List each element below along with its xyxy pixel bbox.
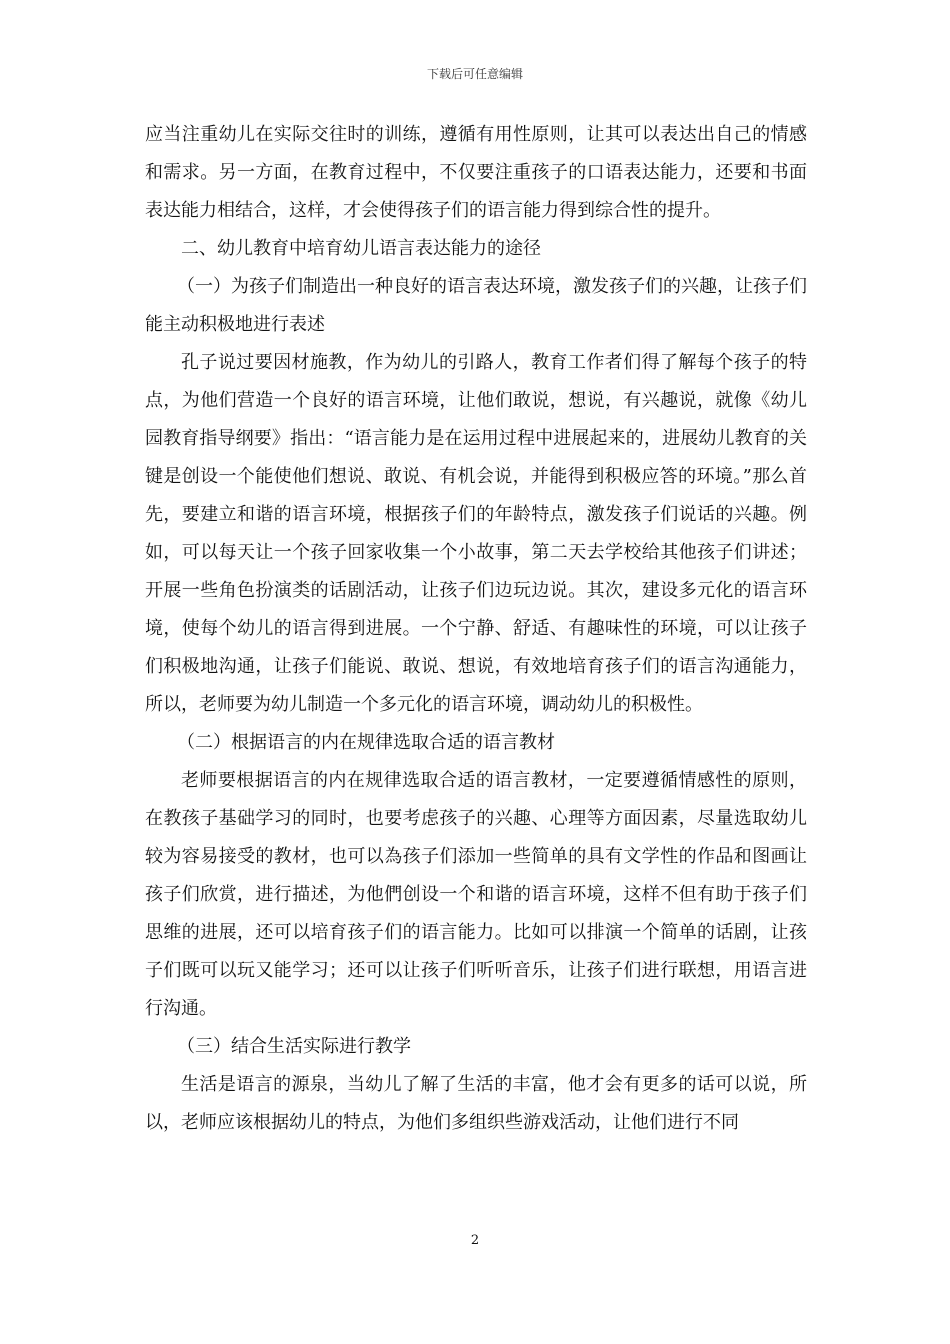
page-number: 2 — [470, 1233, 480, 1248]
paragraph-1: 孔子说过要因材施教，作为幼儿的引路人，教育工作者们得了解每个孩子的特点，为他们营造一个良好的语言环境，让他们敢说，想说，有兴趣说，就像《幼儿园教育指导纲要》指出：“语言能力是在运用过程中进展起来的，进展幼儿教育的关键是创设一个能使他们想说、敢说、有机会说，并能得到积极应答的环境。”那么首先，要建立和谐的语言环境，根据孩子们的年龄特点，激发孩子们说话的兴趣。例如，可以每天让一个孩子回家收集一个小故事，第二天去学校给其他孩子们讲述；开展一些角色扮演类的话剧活动，让孩子们边玩边说。其次，建设多元化的语言环境，使每个幼儿的语言得到进展。一个宁静、舒适、有趣味性的环境，可以让孩子们积极地沟通，让孩子们能说、敢说、想说，有效地培育孩子们的语言沟通能力，所以，老师要为幼儿制造一个多元化的语言环境，调动幼儿的积极性。 — [145, 352, 807, 715]
paragraph-2: 老师要根据语言的内在规律选取合适的语言教材，一定要遵循情感性的原则，在教孩子基础学习的同时，也要考虑孩子的兴趣、心理等方面因素，尽量选取幼儿较为容易接受的教材，也可以為孩子们添加一些简单的具有文学性的作品和图画让孩子们欣赏，进行描述，为他們创设一个和谐的语言环境，这样不但有助于孩子们思维的进展，还可以培育孩子们的语言能力。比如可以排演一个简单的话剧，让孩子们既可以玩又能学习；还可以让孩子们听听音乐，让孩子们进行联想，用语言进行沟通。 — [145, 770, 807, 1019]
section-heading: 二、幼儿教育中培育幼儿语言表达能力的途径 — [181, 238, 541, 259]
document-body — [145, 116, 807, 1142]
subsection-heading-3: （三）结合生活实际进行教学 — [177, 1036, 411, 1057]
paragraph-continuation: 应当注重幼儿在实际交往时的训练，遵循有用性原则，让其可以表达出自己的情感和需求。另一方面，在教育过程中，不仅要注重孩子的口语表达能力，还要和书面表达能力相结合，这样，才会使得孩子们的语言能力得到综合性的提升。 — [145, 124, 807, 221]
subsection-heading-2: （二）根据语言的内在规律选取合适的语言教材 — [177, 732, 555, 753]
page-header: 下载后可任意编辑 — [426, 67, 523, 81]
paragraph-3: 生活是语言的源泉，当幼儿了解了生活的丰富，他才会有更多的话可以说，所以，老师应该根据幼儿的特点，为他们多组织些游戏活动，让他们进行不同 — [145, 1074, 807, 1133]
subsection-heading-1: （一）为孩子们制造出一种良好的语言表达环境，激发孩子们的兴趣，让孩子们能主动积极地进行表述 — [145, 276, 807, 335]
